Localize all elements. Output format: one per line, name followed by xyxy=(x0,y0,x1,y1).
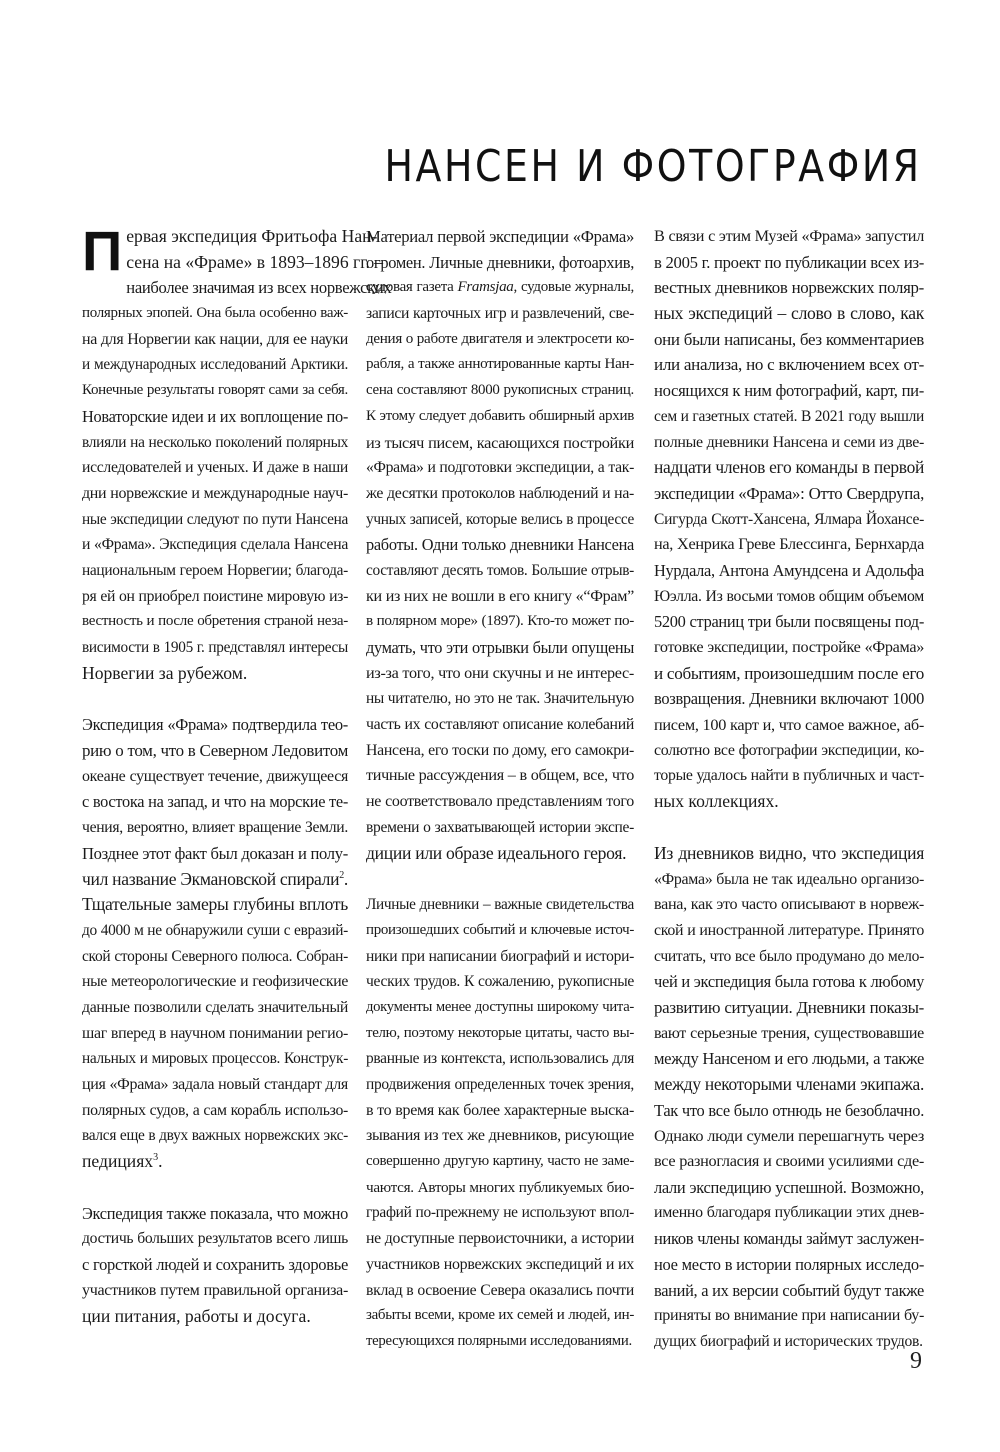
paragraph xyxy=(366,224,634,866)
text-line: произошедших событий и ключевые источ- xyxy=(366,921,634,938)
paragraph xyxy=(654,224,924,815)
text-line: на, Хенрика Греве Блессинга, Бернхарда xyxy=(654,535,924,554)
text-line: готовке экспедиции, постройке «Фрама» xyxy=(654,639,924,656)
text-line: вают серьезные трения, существовавшие xyxy=(654,1024,924,1042)
text-line: учных записей, которые велись в процессе xyxy=(366,510,634,528)
text-line: Экспедиция также показала, что можно xyxy=(82,1203,348,1223)
text-line: ция «Фрама» задала новый стандарт для xyxy=(82,1076,348,1093)
text-line: чей и экспедиция была готова к любому xyxy=(654,972,924,992)
text-line: ки из них не вошли в его книгу «“Фрам” xyxy=(366,587,634,605)
text-line: работы. Одни только дневники Нансена xyxy=(366,535,634,555)
text-line: между некоторыми членами экипажа. xyxy=(654,1075,924,1094)
text-line: телю, поэтому некоторые цитаты, часто вы- xyxy=(366,1024,634,1041)
text-line: дения о работе двигателя и электросети ко- xyxy=(366,330,634,347)
text-line: в то время как более характерные выска- xyxy=(366,1101,634,1119)
text-line: до 4000 м не обнаружили суши с евразий- xyxy=(82,921,348,939)
text-line: ской стороны Северного полюса. Собран- xyxy=(82,947,348,965)
text-line: торые удалось найти в публичных и част- xyxy=(654,767,924,785)
text-line: наиболее значимая из всех норвежских xyxy=(126,278,392,298)
text-line: времени о захватывающей истории экспе- xyxy=(366,818,634,836)
text-line: ской и иностранной литературе. Принято xyxy=(654,921,924,939)
text-line: ции питания, работы и досуга. xyxy=(82,1305,311,1326)
text-line: рванные из контекста, использовались для xyxy=(366,1050,634,1068)
text-line: и «Фрама». Экспедиция сделала Нансена xyxy=(82,536,348,554)
text-line: и международных исследований Арктики. xyxy=(82,356,348,374)
text-line: тересующихся полярными исследованиями. xyxy=(366,1332,632,1349)
text-line: Материал первой экспедиции «Фрама» xyxy=(366,227,634,246)
text-line: дни норвежские и международные науч- xyxy=(82,484,348,502)
text-line: педициях$^3$. xyxy=(82,1151,163,1172)
text-line: «Фрама» была не так идеально организо- xyxy=(654,870,924,888)
text-line: документы менее доступны широкому чита- xyxy=(366,998,634,1015)
text-line: они были написаны, без комментариев xyxy=(654,329,924,349)
text-line: Так что все было отнюдь не безоблачно. xyxy=(654,1100,924,1120)
text-line: с востока на запад, и что на морские те- xyxy=(82,792,348,812)
text-line: развитию ситуации. Дневники показы- xyxy=(654,997,924,1017)
text-line: дущих биографий и исторических трудов. xyxy=(654,1332,923,1350)
text-line: записи карточных игр и развлечений, све- xyxy=(366,305,634,323)
text-line: в полярном море» (1897). Кто-то может по- xyxy=(366,613,634,630)
text-line: или анализа, но с включением всех от- xyxy=(654,355,924,375)
text-line: совершенно другую картину, часто не заме- xyxy=(366,1153,634,1170)
text-line: данные позволили сделать значительный xyxy=(82,998,348,1016)
text-line: продвижения определенных точек зрения, xyxy=(366,1076,634,1093)
text-line: сена на «Фраме» в 1893–1896 гг. – xyxy=(126,251,384,272)
text-line: Однако люди сумели перешагнуть через xyxy=(654,1126,924,1146)
text-line: полные дневники Нансена и семи из две- xyxy=(654,433,924,451)
text-line: висимости в 1905 г. представлял интересы xyxy=(82,639,348,656)
page-title: НАНСЕН И ФОТОГРАФИЯ xyxy=(384,141,922,193)
text-line: ников члены команды займут заслужен- xyxy=(654,1229,924,1249)
text-line: сена составляют 8000 рукописных страниц. xyxy=(366,382,634,399)
text-line: вестность и после обретения страной неза- xyxy=(82,613,348,630)
text-line: вклад в освоение Севера оказались почти xyxy=(366,1281,634,1299)
text-line: все разногласия и своими усилиями сде- xyxy=(654,1152,924,1171)
text-column-2 xyxy=(366,224,634,1381)
paragraph xyxy=(82,219,392,686)
text-line: достичь больших результатов всего лишь xyxy=(82,1230,348,1248)
text-line: чаются. Авторы многих публикуемых био- xyxy=(366,1178,634,1196)
text-line: нальных и мировых процессов. Конструк- xyxy=(82,1050,348,1068)
text-line: Экспедиция «Фрама» подтвердила тео- xyxy=(82,715,348,735)
text-line: вана, как это часто описывают в норвеж- xyxy=(654,896,924,914)
text-line: Нурдала, Антона Амундсена и Адольфа xyxy=(654,560,924,580)
text-line: полярных эпопей. Она была особенно важ- xyxy=(82,305,348,322)
text-line: сем и газетных статей. В 2021 году вышли xyxy=(654,407,924,425)
text-line: из-за того, что они скучны и не интерес- xyxy=(366,664,634,682)
text-line: вестных дневников норвежских поляр- xyxy=(654,278,924,298)
text-line: чения, вероятно, влияет вращение Земли. xyxy=(82,819,348,837)
text-line: составляют десять томов. Большие отрыв- xyxy=(366,561,634,579)
text-line: ны читателю, но это не так. Значительную xyxy=(366,690,634,708)
text-line: не соответствовало представлениям того xyxy=(366,793,634,811)
text-line: Из дневников видно, что экспедиция xyxy=(654,842,924,863)
text-line: исследователей и ученых. И даже в наши xyxy=(82,459,348,477)
text-line: экспедиции «Фрама»: Отто Свердрупа, xyxy=(654,483,924,503)
text-line: приняты во внимание при написании бу- xyxy=(654,1307,924,1325)
text-line: В связи с этим Музей «Фрама» запустил xyxy=(654,227,924,245)
text-line: шаг вперед в научном понимании регио- xyxy=(82,1024,348,1042)
text-line: в 2005 г. проект по публикации всех из- xyxy=(654,252,924,272)
text-line: ных экспедиций – слово в слово, как xyxy=(654,303,924,324)
text-line: участников норвежских экспедиций и их xyxy=(366,1255,634,1273)
text-line: рию о том, что в Северном Ледовитом xyxy=(82,741,348,761)
text-column-3 xyxy=(654,224,924,1381)
drop-cap: П xyxy=(82,219,123,282)
text-line: ные экспедиции следуют по пути Нансена xyxy=(82,510,348,528)
text-line: Юэлла. Из восьми томов общим объемом xyxy=(654,587,924,605)
text-line: графий по-прежнему не используют впол- xyxy=(366,1204,634,1222)
text-line: судовая газета Framsjaa, судовые журналы, xyxy=(366,279,634,296)
page-number: 9 xyxy=(910,1348,922,1374)
text-line: Новаторские идеи и их воплощение по- xyxy=(82,406,348,426)
text-line: Норвегии за рубежом. xyxy=(82,662,248,683)
paragraph xyxy=(82,712,348,1174)
text-line: Позднее этот факт был доказан и полу- xyxy=(82,843,348,863)
text-line: ря ей он приобрел поистине мировую из- xyxy=(82,587,348,605)
text-line: ных коллекциях. xyxy=(654,791,779,812)
text-line: Тщательные замеры глубины вплоть xyxy=(82,894,348,915)
text-line: К этому следует добавить обширный архив xyxy=(366,407,634,424)
text-line: на для Норвегии как нации, для ее науки xyxy=(82,330,348,348)
text-line: полярных судов, а сам корабль использо- xyxy=(82,1101,348,1119)
text-line: и событиям, произошедшим после его xyxy=(654,663,924,683)
text-line: из тысяч писем, касающихся постройки xyxy=(366,432,634,452)
text-line: Личные дневники – важные свидетельства xyxy=(366,896,634,914)
text-line: часть их составляют описание колебаний xyxy=(366,716,634,734)
text-line: чил название Экмановской спирали$^2$. xyxy=(82,868,348,889)
text-line: именно благодаря публикации этих днев- xyxy=(654,1204,924,1222)
paragraph xyxy=(82,1201,348,1329)
text-line: Нансена, его тоски по дому, его самокри- xyxy=(366,741,634,759)
text-line: зывания из тех же дневников, рисующие xyxy=(366,1127,634,1145)
text-line: не доступные первоисточники, а истории xyxy=(366,1230,634,1248)
text-line: ные метеорологические и геофизические xyxy=(82,973,348,991)
paragraph xyxy=(654,841,924,1355)
text-column-1 xyxy=(82,219,392,1355)
text-line: писем, 100 карт и, что самое важное, аб- xyxy=(654,715,924,735)
text-line: солютно все фотографии экспедиции, ко- xyxy=(654,741,924,759)
text-line: лали экспедицию успешной. Возможно, xyxy=(654,1177,924,1197)
text-line: надцати членов его команды в первой xyxy=(654,457,924,478)
text-line: носящихся к ним фотографий, карт, пи- xyxy=(654,381,924,401)
text-line: океане существует течение, движущееся xyxy=(82,767,348,785)
text-line: с горсткой людей и сохранить здоровье xyxy=(82,1255,348,1275)
text-line: рабля, а также аннотированные карты Нан- xyxy=(366,356,634,373)
text-line: национальным героем Норвегии; благода- xyxy=(82,561,348,579)
text-line: «Фрама» и подготовки экспедиции, а так- xyxy=(366,459,634,477)
text-line: забыты всеми, кроме их семей и людей, ин- xyxy=(366,1307,634,1324)
text-line: ваний, а их версии событий будут также xyxy=(654,1280,924,1300)
text-line: Конечные результаты говорят сами за себя. xyxy=(82,382,348,399)
text-line: же десятки протоколов наблюдений и на- xyxy=(366,484,634,502)
text-line: ческих трудов. К сожалению, рукописные xyxy=(366,973,634,991)
text-line: между Нансеном и его людьми, а также xyxy=(654,1049,924,1069)
text-line: думать, что эти отрывки были опущены xyxy=(366,638,634,657)
text-line: огромен. Личные дневники, фотоархив, xyxy=(366,252,634,272)
text-line: Сигурда Скотт-Хансена, Ялмара Йохансе- xyxy=(654,510,924,528)
text-line: ное место в истории полярных исследо- xyxy=(654,1254,924,1274)
text-line: влияли на несколько поколений полярных xyxy=(82,433,348,451)
text-line: тичные рассуждения – в общем, все, что xyxy=(366,767,634,785)
text-line: возвращения. Дневники включают 1000 xyxy=(654,689,924,709)
text-line: ники при написании биографий и истори- xyxy=(366,947,634,965)
text-line: вался еще в двух важных норвежских экс- xyxy=(82,1127,348,1145)
text-line: ервая экспедиция Фритьофа Нан- xyxy=(126,226,378,246)
text-line: участников путем правильной организа- xyxy=(82,1281,348,1299)
text-line: 5200 страниц три были посвящены под- xyxy=(654,612,924,632)
text-line: считать, что все было продумано до мело- xyxy=(654,947,924,965)
paragraph xyxy=(366,892,634,1354)
text-line: диции или образе идеального героя. xyxy=(366,842,627,863)
